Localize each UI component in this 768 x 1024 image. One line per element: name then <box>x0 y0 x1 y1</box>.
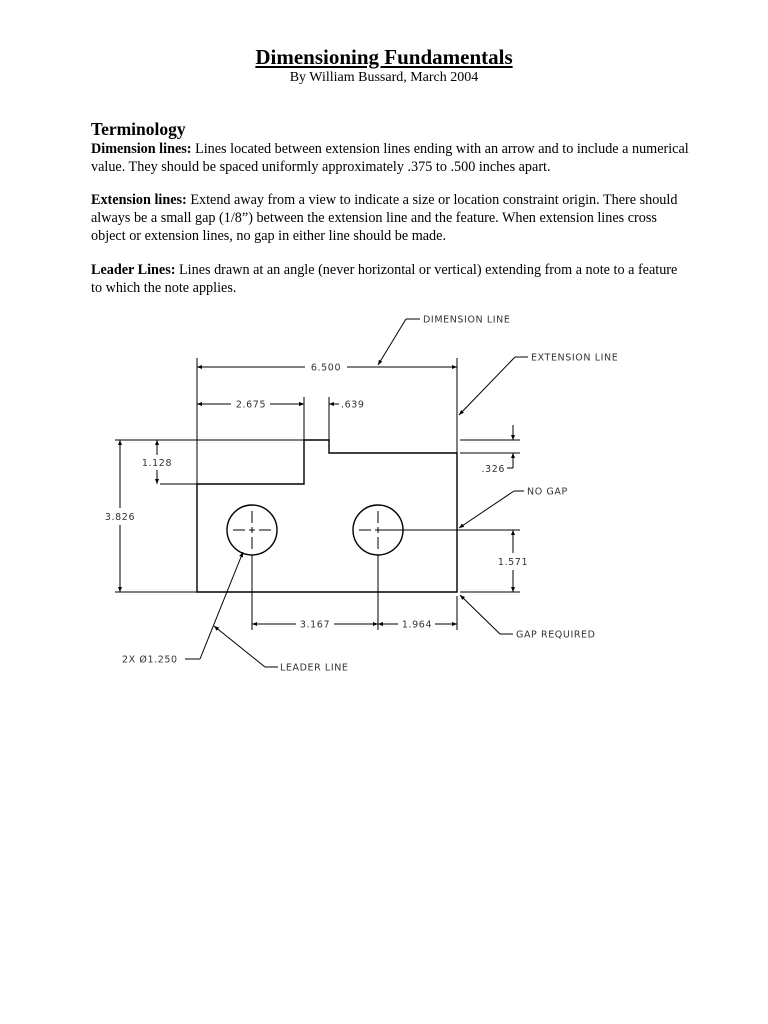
document-title: Dimensioning Fundamentals <box>255 45 513 69</box>
callout-gap-required <box>460 595 596 641</box>
dimension-step-height <box>142 440 172 484</box>
section-heading: Terminology <box>91 119 186 139</box>
term-definition: Extend away from a view to indicate a size or location constraint origin. There should always be a small gap (1/8”) between the extension line and the feature. When extension lines cross object or extension lines, no gap in either line should be made. <box>91 192 678 245</box>
callout-no-gap <box>459 487 568 529</box>
term-label: Dimension lines: <box>91 141 192 157</box>
callout-extension-line <box>459 353 618 416</box>
extension-lines <box>115 358 520 630</box>
dim-text: 3.167 <box>299 619 331 631</box>
callout-text: LEADER LINE <box>280 662 349 674</box>
term-definition: Lines drawn at an angle (never horizontal or vertical) extending from a note to a feature to which the note applies. <box>91 262 678 297</box>
left-hole <box>227 505 277 555</box>
author-line: By William Bussard, March 2004 <box>289 70 479 85</box>
callout-text: EXTENSION LINE <box>531 352 619 364</box>
dim-text: 3.826 <box>104 512 136 523</box>
dimension-hole-spacing <box>252 620 378 631</box>
term-definition: Lines located between extension lines ending with an arrow and to include a numerical value. They should be spaced uniformly approximately .375 to .500 inches apart. <box>91 141 689 176</box>
callout-text: GAP REQUIRED <box>516 629 596 641</box>
hole-note <box>122 552 243 666</box>
dimension-notch-width <box>289 400 365 411</box>
dimension-overall-width <box>197 363 457 374</box>
dimension-hole-height <box>498 530 528 592</box>
dim-text: .639 <box>341 399 365 411</box>
dim-text: 1.128 <box>141 458 173 469</box>
callout-text: DIMENSION LINE <box>423 314 511 326</box>
dimension-overall-height <box>105 440 135 592</box>
dim-text: .326 <box>481 464 505 475</box>
callout-dimension-line <box>378 315 510 366</box>
term-label: Leader Lines: <box>91 262 176 278</box>
dim-text: 6.500 <box>310 362 342 374</box>
dimension-right-hole-offset <box>378 620 457 631</box>
dim-text: 1.571 <box>497 557 529 568</box>
dim-text: 1.964 <box>401 619 433 631</box>
callout-text: NO GAP <box>527 486 568 498</box>
dimension-notch-depth <box>481 425 513 475</box>
dimension-left-width <box>197 400 304 411</box>
term-label: Extension lines: <box>91 192 187 208</box>
dim-text: 2.675 <box>235 399 267 411</box>
hole-note-text: 2X Ø1.250 <box>122 654 178 666</box>
callout-leader-line <box>214 626 349 674</box>
